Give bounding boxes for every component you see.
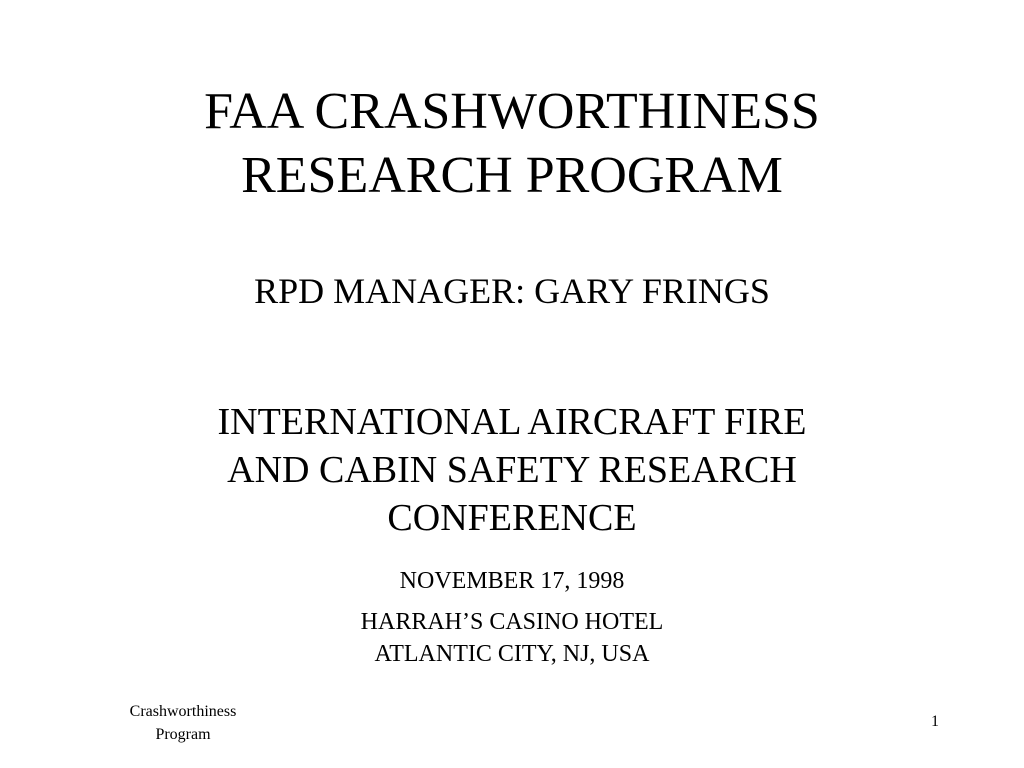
footer-left <box>120 700 246 746</box>
venue-line: ATLANTIC CITY, NJ, USA <box>374 641 650 667</box>
manager: RPD MANAGER: GARY FRINGS <box>254 271 770 311</box>
title-line: FAA CRASHWORTHINESS <box>204 83 820 140</box>
conference-line: INTERNATIONAL AIRCRAFT FIRE <box>217 401 807 443</box>
date: NOVEMBER 17, 1998 <box>399 568 625 594</box>
conference-line: AND CABIN SAFETY RESEARCH <box>227 449 797 491</box>
title-line: RESEARCH PROGRAM <box>241 147 783 204</box>
slide-title <box>0 80 1024 208</box>
conference-line: CONFERENCE <box>387 497 637 539</box>
venue-line: HARRAH’S CASINO HOTEL <box>360 609 664 635</box>
page-number: 1 <box>931 713 939 730</box>
footer-line: Program <box>155 726 211 743</box>
venue <box>0 606 1024 670</box>
conference-name <box>0 398 1024 542</box>
footer-line: Crashworthiness <box>129 703 237 720</box>
